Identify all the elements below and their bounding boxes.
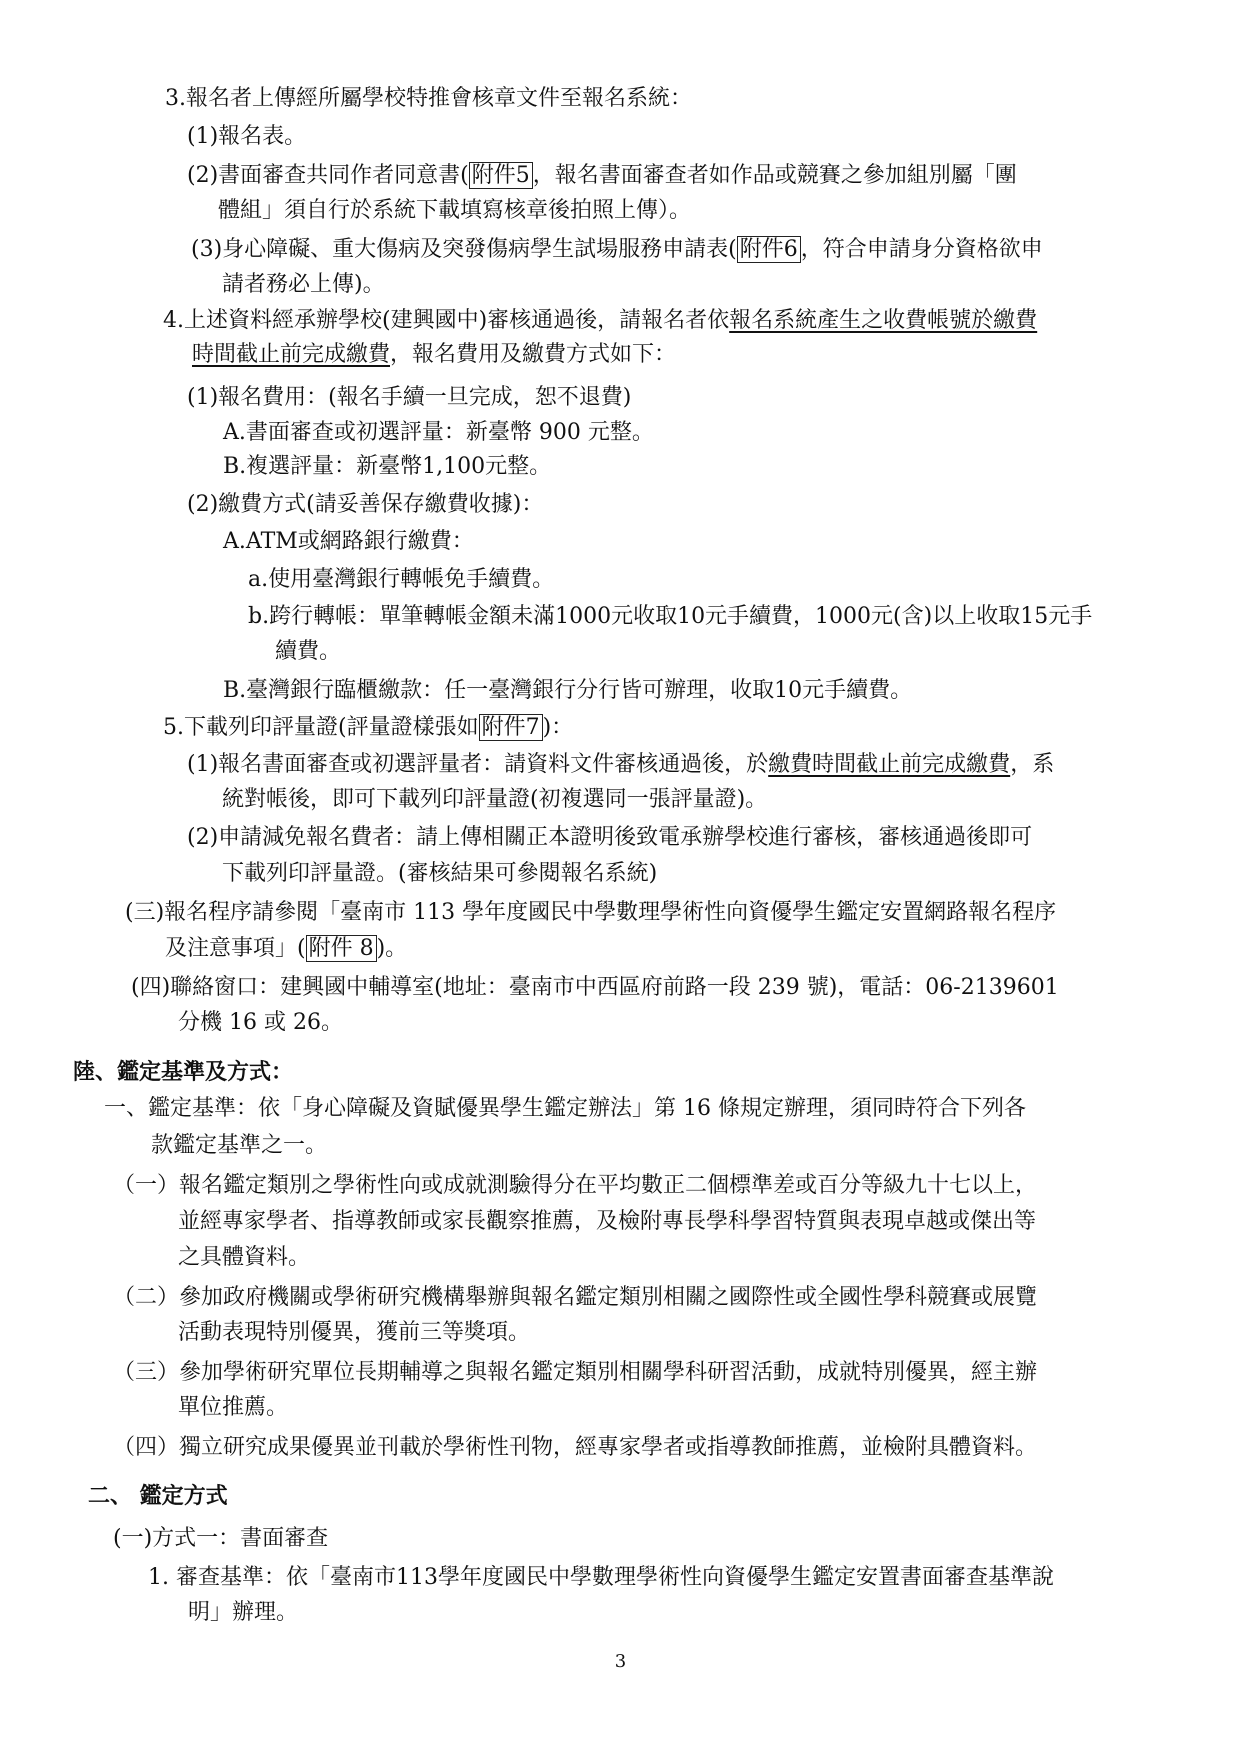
- text-line: [178, 1318, 530, 1348]
- text-line: [178, 1008, 343, 1038]
- text-line: [104, 1094, 1026, 1124]
- text-run: ，系: [1010, 752, 1055, 777]
- text-line: [151, 1131, 327, 1161]
- text-run: A.ATM或網路銀行繳費：: [223, 529, 474, 554]
- text-run: B.複選評量：新臺幣1,100元整。: [223, 454, 552, 479]
- attachment-reference-box: 附件 8: [306, 935, 377, 962]
- text-run: 款鑑定基準之一。: [151, 1133, 328, 1158]
- text-run: (1)報名表。: [187, 124, 307, 149]
- text-line: [178, 1393, 288, 1423]
- text-run: ，符合申請身分資格欲申: [800, 237, 1043, 262]
- text-run: 3.報名者上傳經所屬學校特推會核章文件至報名系統：: [165, 86, 692, 111]
- underlined-text: 時間截止前完成繳費: [192, 342, 391, 367]
- text-run: 單位推薦。: [178, 1395, 289, 1420]
- text-run: 體組」須自行於系統下載填寫核章後拍照上傳）。: [218, 198, 692, 223]
- text-run: 續費。: [275, 639, 342, 664]
- text-line: [192, 340, 676, 370]
- text-run: A.書面審查或初選評量：新臺幣 900 元整。: [223, 420, 654, 445]
- text-run: 及注意事項」(: [165, 936, 306, 961]
- text-run: (2)繳費方式(請妥善保存繳費收據)：: [187, 492, 544, 517]
- section-heading: [88, 1481, 228, 1511]
- text-run: （三）參加學術研究單位長期輔導之與報名鑑定類別相關學科研習活動，成就特別優異，經主辦: [113, 1360, 1038, 1385]
- text-run: 5.下載列印評量證(評量證樣張如: [163, 715, 479, 740]
- text-line: [113, 1171, 1037, 1201]
- text-run: ，報名書面審查者如作品或競賽之參加組別屬「團: [532, 163, 1017, 188]
- text-line: [163, 306, 1037, 336]
- text-run: (3)身心障礙、重大傷病及突發傷病學生試場服務申請表(: [191, 237, 737, 262]
- text-run: (2)申請減免報名費者：請上傳相關正本證明後致電承辦學校進行審核，審核通過後即可: [187, 825, 1033, 850]
- text-line: [113, 1524, 328, 1554]
- text-line: [248, 565, 554, 595]
- underlined-text: 報名系統產生之收費帳號於繳費: [729, 308, 1038, 333]
- text-line: [223, 418, 654, 448]
- text-line: [178, 1207, 1036, 1237]
- text-line: [188, 1598, 298, 1628]
- text-line: [187, 122, 306, 152]
- text-line: [223, 676, 912, 706]
- text-line: [223, 452, 551, 482]
- text-run: )：: [542, 715, 574, 740]
- text-run: (一)方式一：書面審查: [113, 1526, 329, 1551]
- text-line: [187, 823, 1032, 853]
- text-line: [165, 934, 407, 964]
- text-run: 請者務必上傳)。: [222, 272, 385, 297]
- text-run: (2)書面審查共同作者同意書(: [187, 163, 469, 188]
- text-line: [187, 490, 543, 520]
- text-line: [223, 527, 474, 557]
- page-number: 3: [614, 1651, 627, 1672]
- text-run: 並經專家學者、指導教師或家長觀察推薦，及檢附專長學科學習特質與表現卓越或傑出等: [178, 1209, 1037, 1234]
- attachment-reference-box: 附件6: [737, 236, 801, 263]
- text-line: [165, 84, 692, 114]
- text-line: [113, 1433, 1037, 1463]
- attachment-reference-box: 附件5: [469, 162, 533, 189]
- text-run: (1)報名費用：(報名手續一旦完成，恕不退費): [187, 385, 632, 410]
- text-run: 一、鑑定基準：依「身心障礙及資賦優異學生鑑定辦法」第 16 條規定辦理，須同時符合下列各: [104, 1096, 1026, 1121]
- text-run: (1)報名書面審查或初選評量者：請資料文件審核通過後，於: [187, 752, 769, 777]
- text-line: [113, 1283, 1037, 1313]
- text-line: [275, 637, 341, 667]
- text-run: (四)聯絡窗口：建興國中輔導室(地址：臺南市中西區府前路一段 239 號)，電話：06-2139601: [131, 975, 1059, 1000]
- text-line: [187, 161, 1017, 191]
- text-run: )。: [376, 936, 408, 961]
- text-run: 分機 16 或 26。: [178, 1010, 343, 1035]
- text-line: [218, 196, 691, 226]
- text-line: [222, 270, 385, 300]
- text-run: 活動表現特別優異，獲前三等獎項。: [178, 1320, 531, 1345]
- text-run: 統對帳後，即可下載列印評量證(初複選同一張評量證)。: [222, 787, 768, 812]
- text-line: [222, 859, 657, 889]
- text-line: [222, 785, 767, 815]
- text-run: a.使用臺灣銀行轉帳免手續費。: [248, 567, 555, 592]
- section-heading: [73, 1057, 293, 1087]
- text-line: [248, 602, 1092, 632]
- text-run: 1. 審查基準：依「臺南市113學年度國民中學數理學術性向資優學生鑑定安置書面審查基準說: [148, 1565, 1054, 1590]
- text-run: 4.上述資料經承辦學校(建興國中)審核通過後，請報名者依: [163, 308, 730, 333]
- text-run: （一）報名鑑定類別之學術性向或成就測驗得分在平均數正二個標準差或百分等級九十七以上，: [113, 1173, 1038, 1198]
- text-line: [187, 383, 631, 413]
- text-line: [163, 713, 573, 743]
- text-line: [125, 898, 1056, 928]
- text-run: （二）參加政府機關或學術研究機構舉辦與報名鑑定類別相關之國際性或全國性學科競賽或展覽: [113, 1285, 1038, 1310]
- text-line: [131, 973, 1059, 1003]
- text-run: (三)報名程序請參閱「臺南市 113 學年度國民中學數理學術性向資優學生鑑定安置網路報名程序: [125, 900, 1057, 925]
- text-line: [148, 1563, 1054, 1593]
- text-line: [191, 235, 1043, 265]
- attachment-reference-box: 附件7: [479, 714, 543, 741]
- text-line: [187, 750, 1054, 780]
- text-run: 下載列印評量證。(審核結果可參閱報名系統): [222, 861, 658, 886]
- text-run: 二、 鑑定方式: [88, 1483, 228, 1509]
- text-run: 陸、鑑定基準及方式：: [73, 1059, 294, 1085]
- text-line: [113, 1358, 1037, 1388]
- text-line: [178, 1243, 310, 1273]
- underlined-text: 繳費時間截止前完成繳費: [768, 752, 1011, 777]
- text-run: 之具體資料。: [178, 1245, 311, 1270]
- text-run: （四）獨立研究成果優異並刊載於學術性刊物，經專家學者或指導教師推薦，並檢附具體資料。: [113, 1435, 1038, 1460]
- text-run: b.跨行轉帳：單筆轉帳金額未滿1000元收取10元手續費，1000元(含)以上收取15元手: [248, 604, 1093, 629]
- text-run: B.臺灣銀行臨櫃繳款：任一臺灣銀行分行皆可辦理，收取10元手續費。: [223, 678, 913, 703]
- text-run: 明」辦理。: [188, 1600, 299, 1625]
- text-run: ，報名費用及繳費方式如下：: [390, 342, 677, 367]
